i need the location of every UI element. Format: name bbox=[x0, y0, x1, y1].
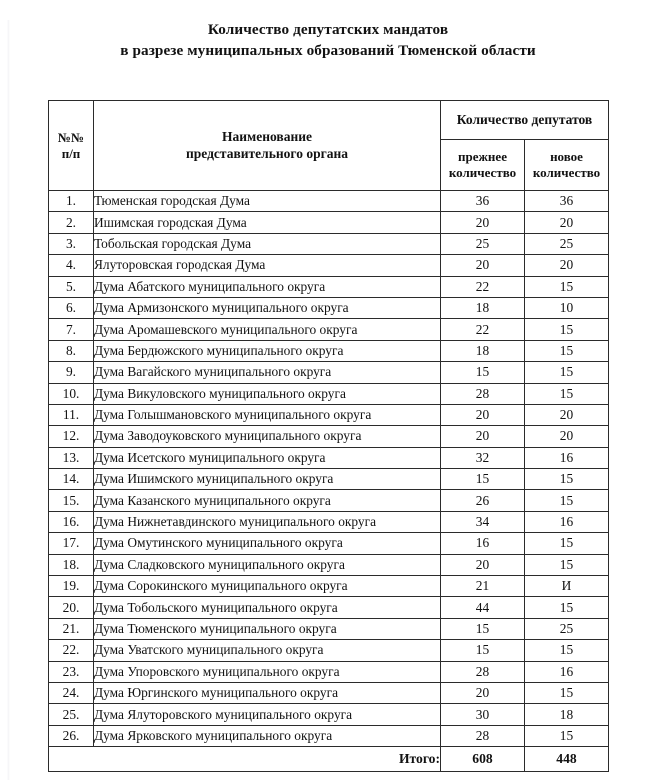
row-new-count: 15 bbox=[525, 362, 609, 383]
row-new-count: 15 bbox=[525, 554, 609, 575]
row-number: 22. bbox=[49, 640, 94, 661]
row-new-count: И bbox=[525, 576, 609, 597]
total-label: Итого: bbox=[49, 747, 441, 772]
row-number: 18. bbox=[49, 554, 94, 575]
row-number: 14. bbox=[49, 469, 94, 490]
row-body-name: Дума Казанского муниципального округа bbox=[94, 490, 441, 511]
row-old-count: 20 bbox=[441, 554, 525, 575]
row-number: 23. bbox=[49, 661, 94, 682]
column-header-number-line-1: №№ bbox=[57, 129, 85, 145]
row-body-name: Дума Голышмановского муниципального округа bbox=[94, 404, 441, 425]
row-old-count: 15 bbox=[441, 618, 525, 639]
table-row bbox=[49, 704, 609, 725]
row-old-count: 28 bbox=[441, 725, 525, 746]
table-row bbox=[49, 554, 609, 575]
row-old-count: 18 bbox=[441, 297, 525, 318]
row-new-count: 36 bbox=[525, 191, 609, 212]
column-header-deputies-group: Количество депутатов bbox=[441, 101, 609, 140]
table-row bbox=[49, 383, 609, 404]
row-old-count: 22 bbox=[441, 276, 525, 297]
table-header-row-1 bbox=[49, 101, 609, 140]
row-body-name: Дума Аромашевского муниципального округа bbox=[94, 319, 441, 340]
row-number: 6. bbox=[49, 297, 94, 318]
row-number: 24. bbox=[49, 682, 94, 703]
row-old-count: 15 bbox=[441, 362, 525, 383]
row-new-count: 15 bbox=[525, 725, 609, 746]
row-old-count: 20 bbox=[441, 404, 525, 425]
table-row bbox=[49, 255, 609, 276]
table-row bbox=[49, 533, 609, 554]
table-row bbox=[49, 340, 609, 361]
table-row bbox=[49, 362, 609, 383]
row-old-count: 20 bbox=[441, 426, 525, 447]
row-body-name: Дума Абатского муниципального округа bbox=[94, 276, 441, 297]
table-row bbox=[49, 661, 609, 682]
total-new-count: 448 bbox=[525, 747, 609, 772]
row-old-count: 20 bbox=[441, 212, 525, 233]
row-new-count: 15 bbox=[525, 469, 609, 490]
row-old-count: 30 bbox=[441, 704, 525, 725]
row-new-count: 15 bbox=[525, 490, 609, 511]
row-body-name: Дума Сорокинского муниципального округа bbox=[94, 576, 441, 597]
row-number: 1. bbox=[49, 191, 94, 212]
table-row bbox=[49, 233, 609, 254]
row-body-name: Дума Викуловского муниципального округа bbox=[94, 383, 441, 404]
total-old-count: 608 bbox=[441, 747, 525, 772]
row-body-name: Дума Тобольского муниципального округа bbox=[94, 597, 441, 618]
row-new-count: 15 bbox=[525, 640, 609, 661]
document-title-line-1: Количество депутатских мандатов bbox=[207, 21, 449, 38]
row-number: 3. bbox=[49, 233, 94, 254]
table-row bbox=[49, 618, 609, 639]
row-number: 13. bbox=[49, 447, 94, 468]
row-new-count: 15 bbox=[525, 533, 609, 554]
table-row bbox=[49, 469, 609, 490]
row-body-name: Дума Бердюжского муниципального округа bbox=[94, 340, 441, 361]
table-body bbox=[49, 191, 609, 747]
row-new-count: 16 bbox=[525, 661, 609, 682]
row-number: 10. bbox=[49, 383, 94, 404]
row-old-count: 18 bbox=[441, 340, 525, 361]
column-header-name-line-2: представительного органа bbox=[186, 145, 348, 161]
row-new-count: 15 bbox=[525, 383, 609, 404]
row-number: 11. bbox=[49, 404, 94, 425]
row-body-name: Дума Исетского муниципального округа bbox=[94, 447, 441, 468]
row-body-name: Дума Армизонского муниципального округа bbox=[94, 297, 441, 318]
table-row bbox=[49, 404, 609, 425]
column-header-name bbox=[94, 101, 441, 191]
row-number: 5. bbox=[49, 276, 94, 297]
row-new-count: 15 bbox=[525, 276, 609, 297]
row-body-name: Дума Сладковского муниципального округа bbox=[94, 554, 441, 575]
row-number: 7. bbox=[49, 319, 94, 340]
row-new-count: 20 bbox=[525, 426, 609, 447]
column-header-old-count bbox=[441, 140, 525, 191]
row-body-name: Ишимская городская Дума bbox=[94, 212, 441, 233]
document-page bbox=[0, 20, 656, 767]
row-old-count: 21 bbox=[441, 576, 525, 597]
row-old-count: 26 bbox=[441, 490, 525, 511]
row-body-name: Дума Омутинского муниципального округа bbox=[94, 533, 441, 554]
column-header-new-count-line-2: количество bbox=[532, 165, 601, 180]
table-row bbox=[49, 447, 609, 468]
row-body-name: Дума Уватского муниципального округа bbox=[94, 640, 441, 661]
row-number: 12. bbox=[49, 426, 94, 447]
table-row bbox=[49, 297, 609, 318]
row-new-count: 16 bbox=[525, 447, 609, 468]
row-body-name: Дума Упоровского муниципального округа bbox=[94, 661, 441, 682]
row-new-count: 15 bbox=[525, 319, 609, 340]
row-body-name: Тюменская городская Дума bbox=[94, 191, 441, 212]
row-old-count: 28 bbox=[441, 661, 525, 682]
row-number: 2. bbox=[49, 212, 94, 233]
row-body-name: Ялуторовская городская Дума bbox=[94, 255, 441, 276]
column-header-old-count-line-1: прежнее bbox=[458, 149, 507, 165]
row-new-count: 15 bbox=[525, 682, 609, 703]
row-number: 9. bbox=[49, 362, 94, 383]
row-number: 15. bbox=[49, 490, 94, 511]
row-old-count: 36 bbox=[441, 191, 525, 212]
row-number: 16. bbox=[49, 511, 94, 532]
row-number: 17. bbox=[49, 533, 94, 554]
column-header-name-line-1: Наименование bbox=[222, 129, 312, 145]
table-row bbox=[49, 511, 609, 532]
row-new-count: 20 bbox=[525, 404, 609, 425]
document-title-line-2: в разрезе муниципальных образований Тюменской области bbox=[120, 41, 536, 59]
row-new-count: 15 bbox=[525, 597, 609, 618]
row-body-name: Дума Ялуторовского муниципального округа bbox=[94, 704, 441, 725]
row-number: 26. bbox=[49, 725, 94, 746]
row-old-count: 20 bbox=[441, 255, 525, 276]
row-old-count: 15 bbox=[441, 640, 525, 661]
row-new-count: 10 bbox=[525, 297, 609, 318]
row-old-count: 20 bbox=[441, 682, 525, 703]
row-number: 25. bbox=[49, 704, 94, 725]
mandates-table-container bbox=[48, 100, 608, 772]
row-new-count: 16 bbox=[525, 511, 609, 532]
total-row bbox=[49, 747, 609, 772]
row-body-name: Дума Вагайского муниципального округа bbox=[94, 362, 441, 383]
row-old-count: 28 bbox=[441, 383, 525, 404]
row-body-name: Дума Нижнетавдинского муниципального округа bbox=[94, 511, 441, 532]
table-row bbox=[49, 191, 609, 212]
row-body-name: Дума Заводоуковского муниципального округа bbox=[94, 426, 441, 447]
row-new-count: 15 bbox=[525, 340, 609, 361]
table-row bbox=[49, 725, 609, 746]
row-new-count: 20 bbox=[525, 255, 609, 276]
row-new-count: 25 bbox=[525, 618, 609, 639]
table-row bbox=[49, 576, 609, 597]
table-row bbox=[49, 640, 609, 661]
column-header-number-line-2: п/п bbox=[61, 145, 81, 161]
table-row bbox=[49, 276, 609, 297]
row-body-name: Дума Юргинского муниципального округа bbox=[94, 682, 441, 703]
column-header-number bbox=[49, 101, 94, 191]
row-old-count: 44 bbox=[441, 597, 525, 618]
column-header-new-count-line-1: новое bbox=[550, 149, 583, 165]
row-body-name: Дума Тюменского муниципального округа bbox=[94, 618, 441, 639]
row-body-name: Тобольская городская Дума bbox=[94, 233, 441, 254]
table-head bbox=[49, 101, 609, 191]
row-old-count: 16 bbox=[441, 533, 525, 554]
row-new-count: 25 bbox=[525, 233, 609, 254]
row-number: 4. bbox=[49, 255, 94, 276]
row-new-count: 20 bbox=[525, 212, 609, 233]
column-header-old-count-line-2: количество bbox=[448, 165, 517, 180]
table-foot bbox=[49, 747, 609, 772]
table-row bbox=[49, 682, 609, 703]
table-row bbox=[49, 319, 609, 340]
table-row bbox=[49, 212, 609, 233]
document-title bbox=[46, 20, 610, 61]
table-row bbox=[49, 597, 609, 618]
row-old-count: 15 bbox=[441, 469, 525, 490]
mandates-table bbox=[48, 100, 609, 772]
row-body-name: Дума Ярковского муниципального округа bbox=[94, 725, 441, 746]
row-body-name: Дума Ишимского муниципального округа bbox=[94, 469, 441, 490]
row-old-count: 25 bbox=[441, 233, 525, 254]
row-number: 20. bbox=[49, 597, 94, 618]
row-number: 21. bbox=[49, 618, 94, 639]
row-new-count: 18 bbox=[525, 704, 609, 725]
row-number: 19. bbox=[49, 576, 94, 597]
column-header-new-count bbox=[525, 140, 609, 191]
row-old-count: 34 bbox=[441, 511, 525, 532]
row-old-count: 22 bbox=[441, 319, 525, 340]
table-row bbox=[49, 426, 609, 447]
table-row bbox=[49, 490, 609, 511]
row-number: 8. bbox=[49, 340, 94, 361]
scan-edge-artifact bbox=[7, 20, 10, 780]
row-old-count: 32 bbox=[441, 447, 525, 468]
